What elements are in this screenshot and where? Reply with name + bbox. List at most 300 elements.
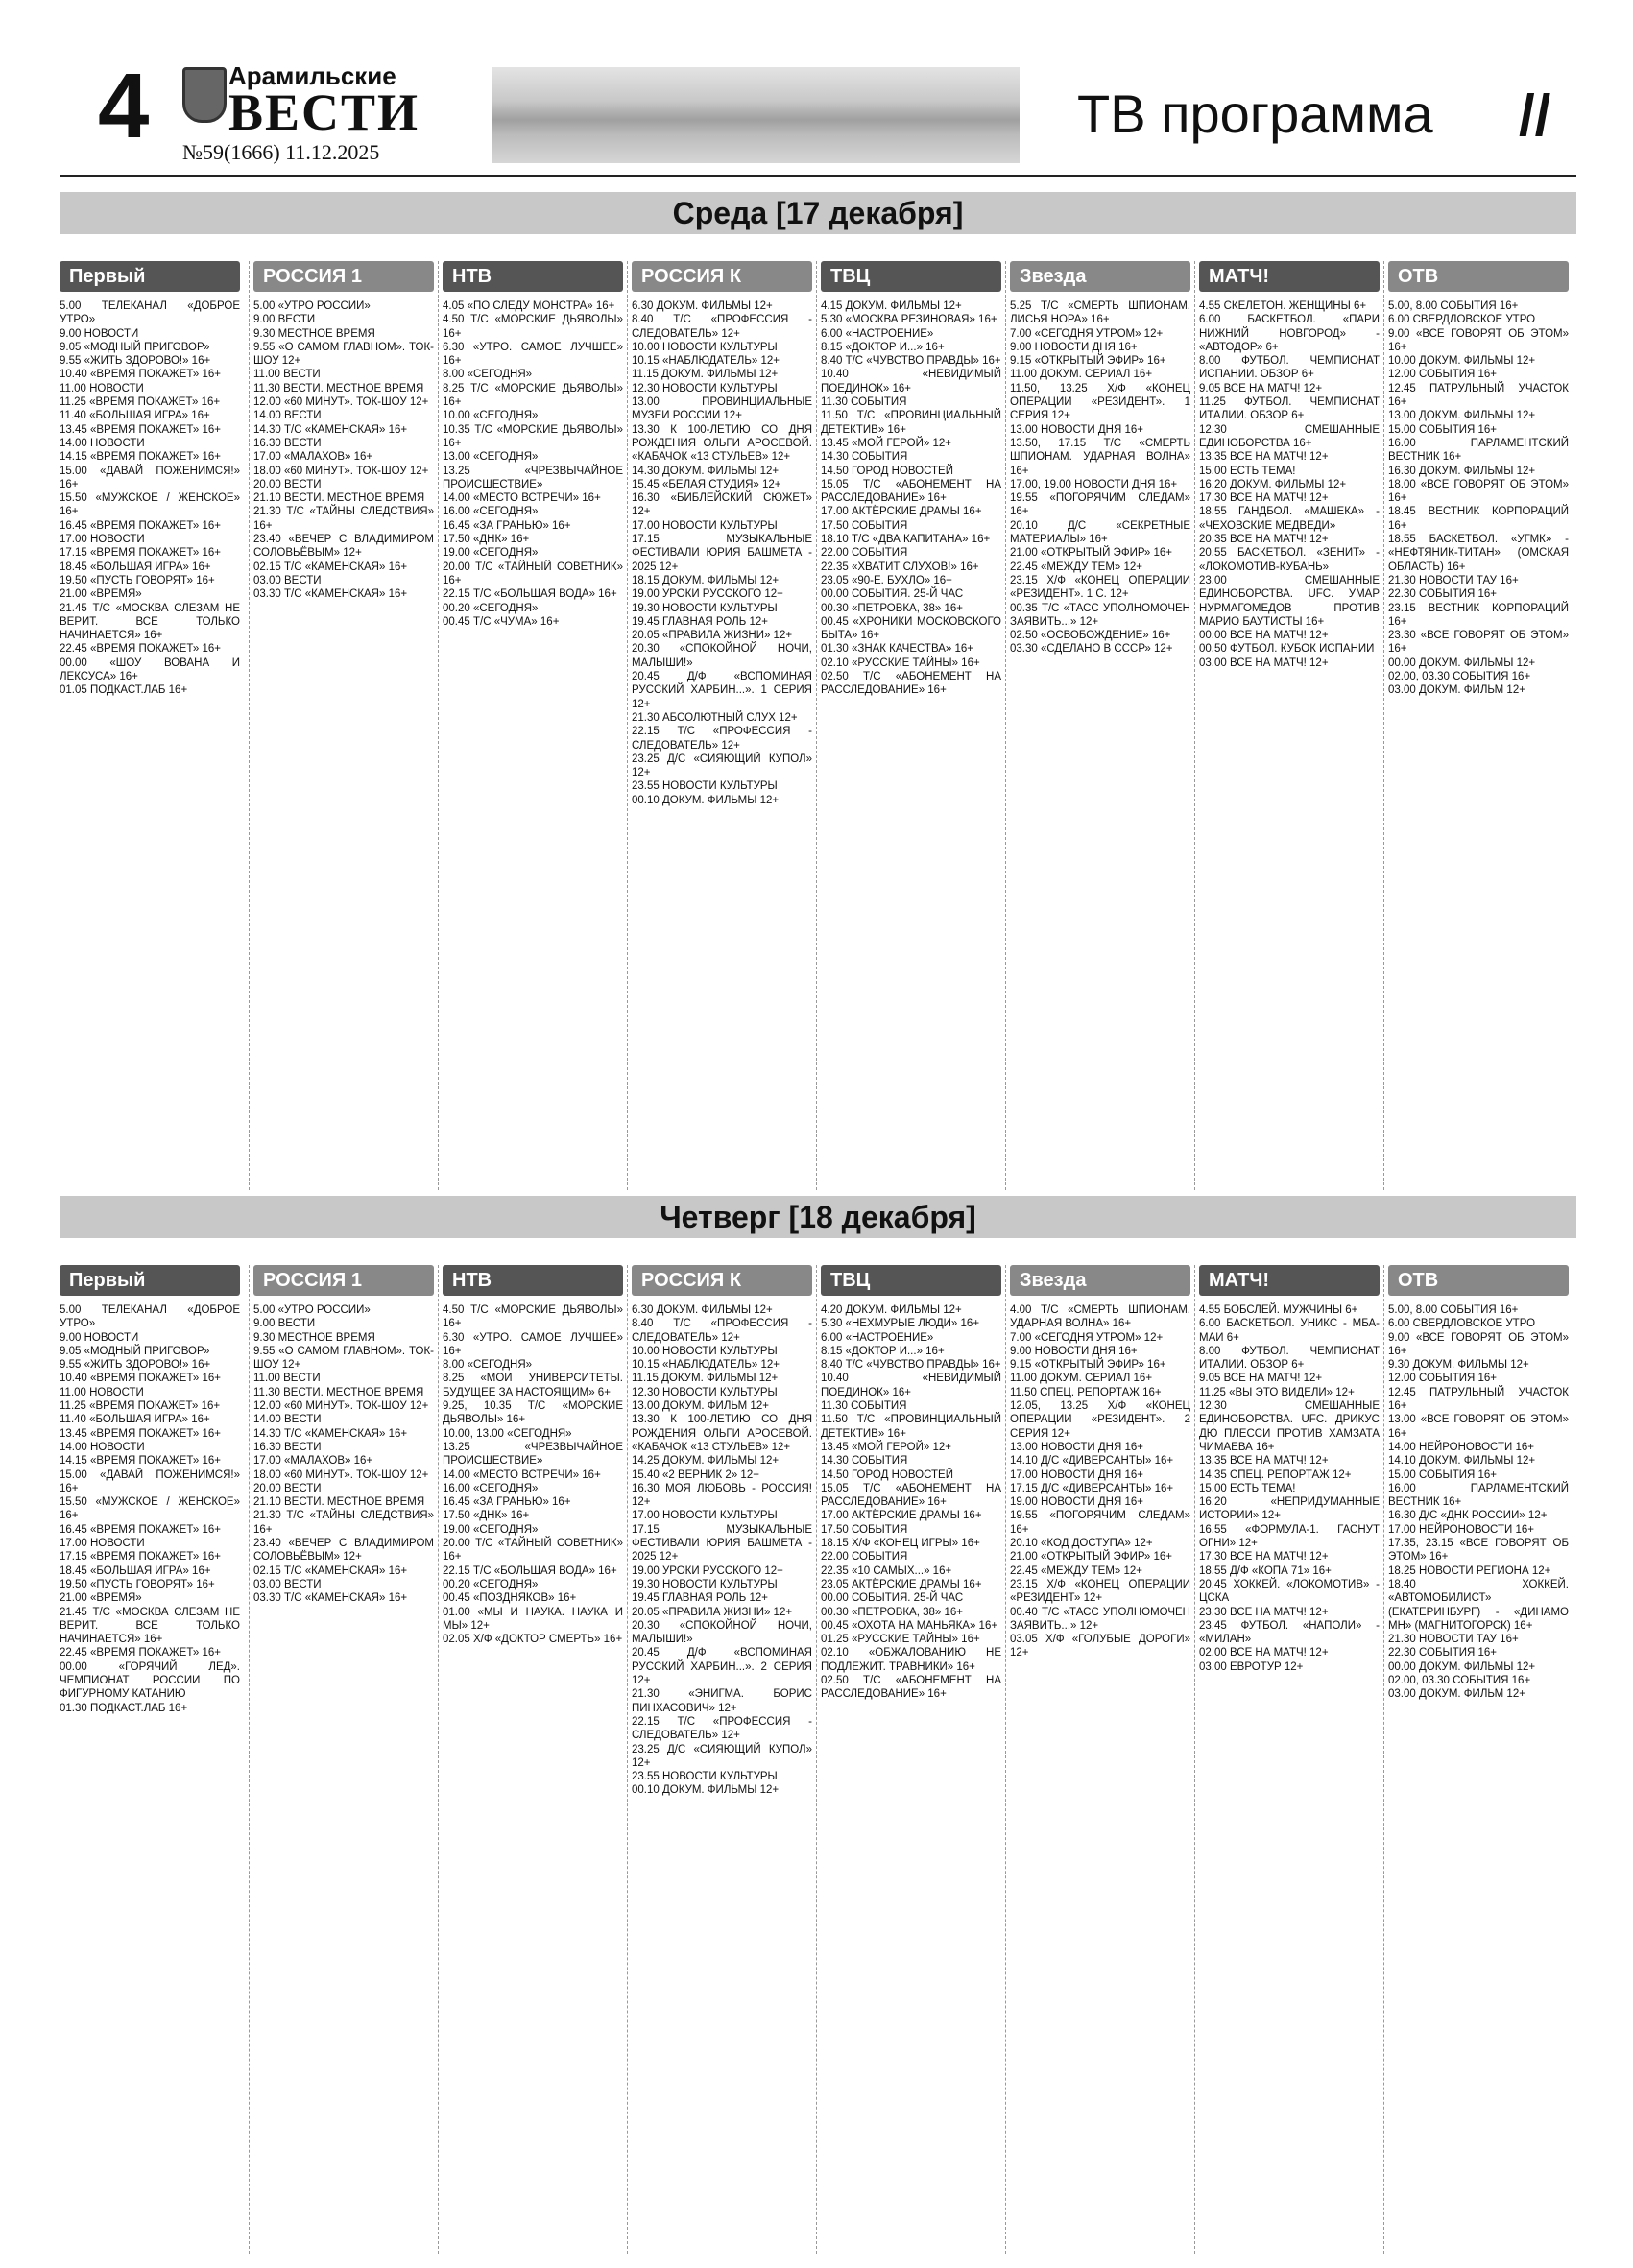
program-entry: 6.00 «НАСТРОЕНИЕ» [821,1331,934,1344]
program-entry: 16.45 «ЗА ГРАНЬЮ» 16+ [443,519,571,532]
program-entry: 14.50 ГОРОД НОВОСТЕЙ [821,1468,953,1481]
program-entry: 16.45 «ВРЕМЯ ПОКАЖЕТ» 16+ [60,1523,221,1536]
program-entry: 00.30 «ПЕТРОВКА, 38» 16+ [821,1606,964,1618]
program-entry: 13.00 ПРОВИНЦИАЛЬНЫЕ МУЗЕИ РОССИИ 12+ [632,396,812,422]
program-entry: 10.15 «НАБЛЮДАТЕЛЬ» 12+ [632,355,780,368]
program-entry: 12.00 СОБЫТИЯ 16+ [1388,369,1497,381]
program-entry: 13.45 «МОЙ ГЕРОЙ» 12+ [821,1441,951,1453]
program-entry: 12.00 СОБЫТИЯ 16+ [1388,1373,1497,1385]
paper-name-small: Арамильские [228,61,396,90]
program-entry: 11.25 «ВРЕМЯ ПОКАЖЕТ» 16+ [60,1400,221,1413]
program-entry: 19.00 «СЕГОДНЯ» [443,547,539,560]
program-entry: 01.00 «МЫ И НАУКА. НАУКА И МЫ» 12+ [443,1606,623,1632]
program-entry: 19.30 НОВОСТИ КУЛЬТУРЫ [632,1578,778,1590]
program-entry: 9.05 «МОДНЫЙ ПРИГОВОР» [60,341,210,353]
program-entry: 17.15 «ВРЕМЯ ПОКАЖЕТ» 16+ [60,1551,221,1564]
program-entry: 17.15 Д/С «ДИВЕРСАНТЫ» 16+ [1010,1482,1174,1494]
program-entry: 8.25 Т/С «МОРСКИЕ ДЬЯВОЛЫ» 16+ [443,382,623,409]
program-entry: 18.15 ДОКУМ. ФИЛЬМЫ 12+ [632,574,780,586]
program-entry: 20.05 «ПРАВИЛА ЖИЗНИ» 12+ [632,1606,793,1618]
program-entry: 8.00 ФУТБОЛ. ЧЕМПИОНАТ ИТАЛИИ. ОБЗОР 6+ [1199,1345,1380,1372]
program-entry: 11.25 «ВРЕМЯ ПОКАЖЕТ» 16+ [60,396,221,409]
program-entry: 23.30 «ВСЕ ГОВОРЯТ ОБ ЭТОМ» 16+ [1388,630,1569,656]
channel-name: НТВ [443,261,623,292]
program-entry: 03.00 ДОКУМ. ФИЛЬМ 12+ [1388,1688,1525,1701]
program-entry: 10.40 «ВРЕМЯ ПОКАЖЕТ» 16+ [60,1373,221,1385]
program-entry: 16.30 «БИБЛЕЙСКИЙ СЮЖЕТ» 12+ [632,492,812,518]
program-entry: 11.00 НОВОСТИ [60,382,144,394]
program-entry: 14.00 НОВОСТИ [60,437,145,449]
program-entry: 21.00 «ОТКРЫТЫЙ ЭФИР» 16+ [1010,1551,1172,1564]
program-entry: 00.45 «ОХОТА НА МАНЬЯКА» 16+ [821,1619,998,1632]
channel-name: ОТВ [1388,1265,1569,1296]
program-entry: 15.45 «БЕЛАЯ СТУДИЯ» 12+ [632,478,781,490]
program-entry: 03.00 ВЕСТИ [253,1578,322,1590]
program-entry: 23.40 «ВЕЧЕР С ВЛАДИМИРОМ СОЛОВЬЁВЫМ» 12+ [253,1538,434,1564]
program-entry: 11.00 ВЕСТИ [253,369,321,381]
program-entry: 9.00 ВЕСТИ [253,314,316,326]
program-entry: 13.00 ДОКУМ. ФИЛЬМЫ 12+ [1388,410,1536,422]
program-entry: 23.15 ВЕСТНИК КОРПОРАЦИЙ 16+ [1388,602,1569,628]
program-entry: 21.30 Т/С «ТАЙНЫ СЛЕДСТВИЯ» 16+ [253,506,434,532]
program-entry: 13.25 «ЧРЕЗВЫЧАЙНОЕ ПРОИСШЕСТВИЕ» [443,465,623,490]
program-entry: 5.25 Т/С «СМЕРТЬ ШПИОНАМ. ЛИСЬЯ НОРА» 16+ [1010,300,1190,326]
program-entry: 12.30 НОВОСТИ КУЛЬТУРЫ [632,1386,778,1398]
program-entry: 23.00 СМЕШАННЫЕ ЕДИНОБОРСТВА. UFC. УМАР НУРМАГОМЕДОВ ПРОТИВ МАРИО БАУТИСТЫ 16+ [1199,574,1380,628]
program-entry: 16.45 «ЗА ГРАНЬЮ» 16+ [443,1496,571,1509]
program-entry: 22.30 СОБЫТИЯ 16+ [1388,1647,1497,1659]
program-entry: 14.30 СОБЫТИЯ [821,1455,908,1468]
program-entry: 23.05 АКТЁРСКИЕ ДРАМЫ 16+ [821,1578,982,1590]
day-title: Среда [17 декабря] [60,192,1576,234]
program-entry: 18.10 Т/С «ДВА КАПИТАНА» 16+ [821,534,991,546]
channel-name: ТВЦ [821,261,1001,292]
program-entry: 21.30 НОВОСТИ ТАУ 16+ [1388,1634,1519,1646]
program-entry: 4.55 СКЕЛЕТОН. ЖЕНЩИНЫ 6+ [1199,300,1367,312]
program-entry: 17.30 ВСЕ НА МАТЧ! 12+ [1199,1551,1329,1564]
program-entry: 02.00, 03.30 СОБЫТИЯ 16+ [1388,671,1531,683]
channel-name: ОТВ [1388,261,1569,292]
program-entry: 4.55 БОБСЛЕЙ. МУЖЧИНЫ 6+ [1199,1304,1358,1316]
program-entry: 10.35 Т/С «МОРСКИЕ ДЬЯВОЛЫ» 16+ [443,423,623,449]
program-entry: 13.45 «МОЙ ГЕРОЙ» 12+ [821,437,951,449]
program-entry: 18.45 «БОЛЬШАЯ ИГРА» 16+ [60,1564,211,1577]
program-entry: 23.15 Х/Ф «КОНЕЦ ОПЕРАЦИИ «РЕЗИДЕНТ» 12+ [1010,1578,1190,1605]
city-panorama-image [492,67,1020,163]
program-entry: 16.20 «НЕПРИДУМАННЫЕ ИСТОРИИ» 12+ [1199,1496,1380,1522]
program-entry: 20.30 «СПОКОЙНОЙ НОЧИ, МАЛЫШИ!» [632,1619,812,1646]
program-entry: 12.30 СМЕШАННЫЕ ЕДИНОБОРСТВА. UFC. ДРИКУС ДЮ ПЛЕССИ ПРОТИВ ХАМЗАТА ЧИМАЕВА 16+ [1199,1400,1380,1453]
program-entry: 20.45 Д/Ф «ВСПОМИНАЯ РУССКИЙ ХАРБИН...». 2 СЕРИЯ 12+ [632,1647,812,1687]
program-entry: 9.05 ВСЕ НА МАТЧ! 12+ [1199,382,1323,394]
program-entry: 20.10 Д/С «СЕКРЕТНЫЕ МАТЕРИАЛЫ» 16+ [1010,519,1190,546]
page-header [60,54,1576,177]
program-entry: 23.25 Д/С «СИЯЮЩИЙ КУПОЛ» 12+ [632,752,812,779]
program-entry: 11.15 ДОКУМ. ФИЛЬМЫ 12+ [632,369,779,381]
program-entry: 00.40 Т/С «ТАСС УПОЛНОМОЧЕН ЗАЯВИТЬ...» 12+ [1010,1606,1190,1632]
program-entry: 17.30 ВСЕ НА МАТЧ! 12+ [1199,492,1329,505]
program-entry: 20.10 «КОД ДОСТУПА» 12+ [1010,1538,1153,1550]
program-entry: 13.30 К 100-ЛЕТИЮ СО ДНЯ РОЖДЕНИЯ ОЛЬГИ АРОСЕВОЙ. «КАБАЧОК «13 СТУЛЬЕВ» 12+ [632,423,812,464]
program-entry: 18.15 Х/Ф «КОНЕЦ ИГРЫ» 16+ [821,1538,980,1550]
program-entry: 16.00 ПАРЛАМЕНТСКИЙ ВЕСТНИК 16+ [1388,1482,1569,1509]
program-entry: 8.15 «ДОКТОР И...» 16+ [821,1345,945,1357]
program-entry: 15.00 «ДАВАЙ ПОЖЕНИМСЯ!» 16+ [60,465,240,490]
program-entry: 19.30 НОВОСТИ КУЛЬТУРЫ [632,602,778,614]
program-entry: 00.00 ВСЕ НА МАТЧ! 12+ [1199,630,1329,642]
program-entry: 16.45 «ВРЕМЯ ПОКАЖЕТ» 16+ [60,519,221,532]
program-entry: 20.35 ВСЕ НА МАТЧ! 12+ [1199,534,1329,546]
program-entry: 9.05 ВСЕ НА МАТЧ! 12+ [1199,1373,1323,1385]
program-entry: 22.15 Т/С «БОЛЬШАЯ ВОДА» 16+ [443,588,617,601]
program-entry: 14.30 СОБЫТИЯ [821,451,908,464]
program-entry: 16.00 «СЕГОДНЯ» [443,506,539,518]
program-entry: 9.30 МЕСТНОЕ ВРЕМЯ [253,327,375,340]
program-entry: 18.45 «БОЛЬШАЯ ИГРА» 16+ [60,561,211,573]
program-entry: 21.00 «ОТКРЫТЫЙ ЭФИР» 16+ [1010,547,1172,560]
program-entry: 21.30 Т/С «ТАЙНЫ СЛЕДСТВИЯ» 16+ [253,1510,434,1536]
program-entry: 15.00 ЕСТЬ ТЕМА! [1199,465,1296,477]
program-entry: 9.00 «ВСЕ ГОВОРЯТ ОБ ЭТОМ» 16+ [1388,327,1569,353]
program-entry: 10.00 НОВОСТИ КУЛЬТУРЫ [632,341,778,353]
program-entry: 11.15 ДОКУМ. ФИЛЬМЫ 12+ [632,1373,779,1385]
program-entry: 6.30 ДОКУМ. ФИЛЬМЫ 12+ [632,1304,773,1316]
program-entry: 21.00 «ВРЕМЯ» [60,1592,142,1605]
program-entry: 19.45 ГЛАВНАЯ РОЛЬ 12+ [632,1592,768,1605]
program-entry: 12.45 ПАТРУЛЬНЫЙ УЧАСТОК 16+ [1388,382,1569,409]
program-entry: 5.30 «НЕХМУРЫЕ ЛЮДИ» 16+ [821,1318,980,1330]
program-entry: 11.30 ВЕСТИ. МЕСТНОЕ ВРЕМЯ [253,1386,424,1398]
program-entry: 10.40 «НЕВИДИМЫЙ ПОЕДИНОК» 16+ [821,369,1001,394]
program-entry: 18.00 «ВСЕ ГОВОРЯТ ОБ ЭТОМ» 16+ [1388,478,1569,505]
program-entry: 6.30 «УТРО. САМОЕ ЛУЧШЕЕ» 16+ [443,341,623,368]
channel-column [816,261,1001,1190]
program-entry: 18.00 «60 МИНУТ». ТОК-ШОУ 12+ [253,1468,429,1481]
program-entry: 14.10 Д/С «ДИВЕРСАНТЫ» 16+ [1010,1455,1174,1468]
program-entry: 18.40 ХОККЕЙ. «АВТОМОБИЛИСТ» (ЕКАТЕРИНБУРГ) - «ДИНАМО МН» (МАГНИТОГОРСК) 16+ [1388,1578,1569,1632]
coat-of-arms-icon [182,67,227,123]
program-entry: 22.45 «ВРЕМЯ ПОКАЖЕТ» 16+ [60,643,221,656]
program-entry: 9.15 «ОТКРЫТЫЙ ЭФИР» 16+ [1010,355,1166,368]
channel-name: ТВЦ [821,1265,1001,1296]
program-entry: 00.45 Т/С «ЧУМА» 16+ [443,615,560,628]
program-entry: 00.35 Т/С «ТАСС УПОЛНОМОЧЕН ЗАЯВИТЬ...» 12+ [1010,602,1190,628]
channel-column [627,1265,812,2254]
program-entry: 21.10 ВЕСТИ. МЕСТНОЕ ВРЕМЯ [253,1496,425,1509]
program-entry: 22.15 Т/С «ПРОФЕССИЯ - СЛЕДОВАТЕЛЬ» 12+ [632,1715,812,1742]
program-entry: 03.00 ДОКУМ. ФИЛЬМ 12+ [1388,684,1525,697]
program-entry: 10.00, 13.00 «СЕГОДНЯ» [443,1427,572,1440]
program-entry: 17.00 НЕЙРОНОВОСТИ 16+ [1388,1523,1534,1536]
program-entry: 19.00 УРОКИ РУССКОГО 12+ [632,588,783,601]
program-entry: 9.00 НОВОСТИ [60,1331,139,1344]
program-entry: 17.15 «ВРЕМЯ ПОКАЖЕТ» 16+ [60,547,221,560]
program-entry: 12.05, 13.25 Х/Ф «КОНЕЦ ОПЕРАЦИИ «РЕЗИДЕНТ». 2 СЕРИЯ 12+ [1010,1400,1190,1440]
program-entry: 11.30 СОБЫТИЯ [821,1400,907,1413]
program-entry: 11.25 «ВЫ ЭТО ВИДЕЛИ» 12+ [1199,1386,1355,1398]
program-entry: 20.00 ВЕСТИ [253,478,322,490]
program-entry: 11.40 «БОЛЬШАЯ ИГРА» 16+ [60,410,210,422]
program-entry: 10.00 «СЕГОДНЯ» [443,410,539,422]
program-entry: 02.15 Т/С «КАМЕНСКАЯ» 16+ [253,1564,408,1577]
program-entry: 20.00 ВЕСТИ [253,1482,322,1494]
program-entry: 9.30 МЕСТНОЕ ВРЕМЯ [253,1331,375,1344]
program-entry: 11.40 «БОЛЬШАЯ ИГРА» 16+ [60,1414,210,1426]
program-entry: 7.00 «СЕГОДНЯ УТРОМ» 12+ [1010,1331,1164,1344]
program-entry: 8.40 Т/С «ПРОФЕССИЯ - СЛЕДОВАТЕЛЬ» 12+ [632,314,812,340]
channel-name: РОССИЯ 1 [253,1265,434,1296]
program-entry: 8.40 Т/С «ЧУВСТВО ПРАВДЫ» 16+ [821,1359,1001,1372]
program-entry: 6.00 «НАСТРОЕНИЕ» [821,327,934,340]
program-entry: 4.15 ДОКУМ. ФИЛЬМЫ 12+ [821,300,962,312]
program-entry: 18.45 ВЕСТНИК КОРПОРАЦИЙ 16+ [1388,506,1569,532]
program-entry: 21.30 «ЭНИГМА. БОРИС ПИНХАСОВИЧ» 12+ [632,1688,812,1714]
program-entry: 9.55 «ЖИТЬ ЗДОРОВО!» 16+ [60,1359,211,1372]
program-entry: 14.00 НОВОСТИ [60,1441,145,1453]
program-entry: 01.30 ПОДКАСТ.ЛАБ 16+ [60,1702,188,1714]
program-entry: 6.00 БАСКЕТБОЛ. УНИКС - МБА-МАИ 6+ [1199,1318,1380,1344]
channel-column [249,261,434,1190]
program-entry: 01.05 ПОДКАСТ.ЛАБ 16+ [60,684,188,697]
program-entry: 16.00 «СЕГОДНЯ» [443,1482,539,1494]
program-entry: 18.00 «60 МИНУТ». ТОК-ШОУ 12+ [253,465,429,477]
program-entry: 22.00 СОБЫТИЯ [821,1551,908,1564]
program-entry: 4.50 Т/С «МОРСКИЕ ДЬЯВОЛЫ» 16+ [443,314,623,340]
program-entry: 20.55 БАСКЕТБОЛ. «ЗЕНИТ» - «ЛОКОМОТИВ-КУБАНЬ» [1199,547,1380,573]
program-entry: 8.40 Т/С «ЧУВСТВО ПРАВДЫ» 16+ [821,355,1001,368]
program-entry: 16.30 Д/С «ДНК РОССИИ» 12+ [1388,1510,1548,1522]
program-entry: 12.00 «60 МИНУТ». ТОК-ШОУ 12+ [253,396,429,409]
channel-name: Звезда [1010,261,1190,292]
program-entry: 16.30 МОЯ ЛЮБОВЬ - РОССИЯ! 12+ [632,1482,812,1509]
program-entry: 20.05 «ПРАВИЛА ЖИЗНИ» 12+ [632,630,793,642]
program-entry: 03.05 Х/Ф «ГОЛУБЫЕ ДОРОГИ» 12+ [1010,1634,1190,1659]
newspaper-logo [182,61,470,141]
program-entry: 6.30 ДОКУМ. ФИЛЬМЫ 12+ [632,300,773,312]
program-entry: 23.55 НОВОСТИ КУЛЬТУРЫ [632,1771,778,1783]
program-entry: 15.40 «2 ВЕРНИК 2» 12+ [632,1468,759,1481]
program-entry: 17.00 НОВОСТИ [60,534,145,546]
program-entry: 17.00 АКТЁРСКИЕ ДРАМЫ 16+ [821,1510,982,1522]
program-entry: 14.50 ГОРОД НОВОСТЕЙ [821,465,953,477]
program-entry: 17.00 «МАЛАХОВ» 16+ [253,1455,373,1468]
page-number: 4 [98,55,150,157]
program-entry: 6.00 СВЕРДЛОВСКОЕ УТРО [1388,314,1536,326]
program-entry: 23.15 Х/Ф «КОНЕЦ ОПЕРАЦИИ «РЕЗИДЕНТ». 1 С. 12+ [1010,574,1190,601]
program-entry: 19.45 ГЛАВНАЯ РОЛЬ 12+ [632,615,768,628]
program-entry: 11.50 Т/С «ПРОВИНЦИАЛЬНЫЙ ДЕТЕКТИВ» 16+ [821,410,1001,436]
program-entry: 00.20 «СЕГОДНЯ» [443,602,539,614]
program-entry: 13.00 НОВОСТИ ДНЯ 16+ [1010,423,1143,436]
program-entry: 15.50 «МУЖСКОЕ / ЖЕНСКОЕ» 16+ [60,1496,240,1522]
program-entry: 9.15 «ОТКРЫТЫЙ ЭФИР» 16+ [1010,1359,1166,1372]
program-entry: 01.30 «ЗНАК КАЧЕСТВА» 16+ [821,643,973,656]
program-entry: 5.00 «УТРО РОССИИ» [253,300,371,312]
program-entry: 9.00 НОВОСТИ [60,327,139,340]
channel-column [438,1265,623,2254]
program-entry: 13.35 ВСЕ НА МАТЧ! 12+ [1199,451,1329,464]
program-entry: 7.00 «СЕГОДНЯ УТРОМ» 12+ [1010,327,1164,340]
program-entry: 03.30 Т/С «КАМЕНСКАЯ» 16+ [253,1592,408,1605]
channel-column [1194,261,1380,1190]
program-entry: 23.25 Д/С «СИЯЮЩИЙ КУПОЛ» 12+ [632,1743,812,1769]
program-entry: 9.00 «ВСЕ ГОВОРЯТ ОБ ЭТОМ» 16+ [1388,1331,1569,1357]
program-entry: 15.00 СОБЫТИЯ 16+ [1388,1468,1497,1481]
program-entry: 10.00 ДОКУМ. ФИЛЬМЫ 12+ [1388,355,1536,368]
program-entry: 10.40 «НЕВИДИМЫЙ ПОЕДИНОК» 16+ [821,1373,1001,1398]
program-entry: 22.45 «ВРЕМЯ ПОКАЖЕТ» 16+ [60,1647,221,1659]
program-entry: 16.55 «ФОРМУЛА-1. ГАСНУТ ОГНИ» 12+ [1199,1523,1380,1550]
program-entry: 23.05 «90-Е. БУХЛО» 16+ [821,574,952,586]
program-entry: 6.00 БАСКЕТБОЛ. «ПАРИ НИЖНИЙ НОВГОРОД» - «АВТОДОР» 6+ [1199,314,1380,353]
program-entry: 17.15 МУЗЫКАЛЬНЫЕ ФЕСТИВАЛИ ЮРИЯ БАШМЕТА - 2025 12+ [632,1523,812,1564]
program-entry: 17.00 АКТЁРСКИЕ ДРАМЫ 16+ [821,506,982,518]
program-entry: 9.55 «О САМОМ ГЛАВНОМ». ТОК-ШОУ 12+ [253,341,434,368]
program-entry: 13.25 «ЧРЕЗВЫЧАЙНОЕ ПРОИСШЕСТВИЕ» [443,1441,623,1468]
program-entry: 22.00 СОБЫТИЯ [821,547,908,560]
program-entry: 5.00 «УТРО РОССИИ» [253,1304,371,1316]
program-entry: 19.00 УРОКИ РУССКОГО 12+ [632,1564,783,1577]
program-entry: 21.30 НОВОСТИ ТАУ 16+ [1388,574,1519,586]
program-entry: 11.00 ДОКУМ. СЕРИАЛ 16+ [1010,1373,1153,1385]
program-entry: 11.00 НОВОСТИ [60,1386,144,1398]
program-entry: 13.45 «ВРЕМЯ ПОКАЖЕТ» 16+ [60,423,221,436]
channel-column [1005,1265,1190,2254]
program-entry: 22.15 Т/С «ПРОФЕССИЯ - СЛЕДОВАТЕЛЬ» 12+ [632,726,812,752]
program-entry: 02.15 Т/С «КАМЕНСКАЯ» 16+ [253,561,408,573]
program-entry: 02.10 «ОБЖАЛОВАНИЮ НЕ ПОДЛЕЖИТ. ТРАВНИКИ» 16+ [821,1647,1001,1673]
program-entry: 01.25 «РУССКИЕ ТАЙНЫ» 16+ [821,1634,980,1646]
program-entry: 12.00 «60 МИНУТ». ТОК-ШОУ 12+ [253,1400,429,1413]
program-entry: 19.55 «ПОГОРЯЧИМ СЛЕДАМ» 16+ [1010,1510,1190,1536]
program-entry: 02.50 «ОСВОБОЖДЕНИЕ» 16+ [1010,630,1171,642]
channel-column [1383,261,1569,1190]
program-entry: 03.00 ВЕСТИ [253,574,322,586]
program-entry: 21.45 Т/С «МОСКВА СЛЕЗАМ НЕ ВЕРИТ. ВСЕ ТОЛЬКО НАЧИНАЕТСЯ» 16+ [60,1606,240,1646]
program-entry: 13.30 К 100-ЛЕТИЮ СО ДНЯ РОЖДЕНИЯ ОЛЬГИ АРОСЕВОЙ. «КАБАЧОК «13 СТУЛЬЕВ» 12+ [632,1414,812,1453]
channel-column [1383,1265,1569,2254]
program-entry: 20.00 Т/С «ТАЙНЫЙ СОВЕТНИК» 16+ [443,561,623,586]
program-entry: 9.55 «О САМОМ ГЛАВНОМ». ТОК-ШОУ 12+ [253,1345,434,1372]
program-entry: 6.30 «УТРО. САМОЕ ЛУЧШЕЕ» 16+ [443,1331,623,1357]
channel-column [627,261,812,1190]
program-entry: 02.00, 03.30 СОБЫТИЯ 16+ [1388,1675,1531,1687]
program-entry: 17.00, 19.00 НОВОСТИ ДНЯ 16+ [1010,478,1178,490]
program-entry: 22.35 «10 САМЫХ...» 16+ [821,1564,952,1577]
program-entry: 18.55 БАСКЕТБОЛ. «УГМК» - «НЕФТЯНИК-ТИТАН» (ОМСКАЯ ОБЛАСТЬ) 16+ [1388,534,1569,573]
program-entry: 14.15 «ВРЕМЯ ПОКАЖЕТ» 16+ [60,1455,221,1468]
program-entry: 20.00 Т/С «ТАЙНЫЙ СОВЕТНИК» 16+ [443,1538,623,1564]
program-entry: 10.40 «ВРЕМЯ ПОКАЖЕТ» 16+ [60,369,221,381]
program-entry: 14.30 Т/С «КАМЕНСКАЯ» 16+ [253,1427,408,1440]
program-entry: 11.50 Т/С «ПРОВИНЦИАЛЬНЫЙ ДЕТЕКТИВ» 16+ [821,1414,1001,1440]
program-entry: 15.00 «ДАВАЙ ПОЖЕНИМСЯ!» 16+ [60,1468,240,1494]
program-entry: 15.00 ЕСТЬ ТЕМА! [1199,1482,1296,1494]
program-entry: 10.15 «НАБЛЮДАТЕЛЬ» 12+ [632,1359,780,1372]
program-entry: 23.30 ВСЕ НА МАТЧ! 12+ [1199,1606,1329,1618]
issue-info: №59(1666) 11.12.2025 [182,140,380,164]
program-entry: 9.00 ВЕСТИ [253,1318,316,1330]
channel-name: НТВ [443,1265,623,1296]
program-entry: 19.00 «СЕГОДНЯ» [443,1523,539,1536]
program-entry: 02.00 ВСЕ НА МАТЧ! 12+ [1199,1647,1329,1659]
program-entry: 8.15 «ДОКТОР И...» 16+ [821,341,945,353]
program-entry: 00.00 «ГОРЯЧИЙ ЛЕД». ЧЕМПИОНАТ РОССИИ ПО ФИГУРНОМУ КАТАНИЮ [60,1660,240,1701]
channel-name: Первый [60,261,240,292]
program-entry: 17.50 «ДНК» 16+ [443,534,530,546]
program-entry: 00.10 ДОКУМ. ФИЛЬМЫ 12+ [632,1784,780,1797]
channel-column [60,1265,240,2254]
program-entry: 13.00 ДОКУМ. ФИЛЬМ 12+ [632,1400,769,1413]
program-entry: 19.00 НОВОСТИ ДНЯ 16+ [1010,1496,1143,1509]
program-entry: 9.30 ДОКУМ. ФИЛЬМЫ 12+ [1388,1359,1529,1372]
channel-column [816,1265,1001,2254]
program-entry: 19.50 «ПУСТЬ ГОВОРЯТ» 16+ [60,574,215,586]
program-entry: 13.00 НОВОСТИ ДНЯ 16+ [1010,1441,1143,1453]
program-entry: 19.50 «ПУСТЬ ГОВОРЯТ» 16+ [60,1578,215,1590]
program-entry: 00.00 ДОКУМ. ФИЛЬМЫ 12+ [1388,657,1536,669]
program-entry: 16.00 ПАРЛАМЕНТСКИЙ ВЕСТНИК 16+ [1388,437,1569,464]
program-entry: 17.50 СОБЫТИЯ [821,1523,908,1536]
program-entry: 14.00 ВЕСТИ [253,410,322,422]
program-entry: 15.00 СОБЫТИЯ 16+ [1388,423,1497,436]
program-entry: 13.45 «ВРЕМЯ ПОКАЖЕТ» 16+ [60,1427,221,1440]
program-entry: 11.50, 13.25 Х/Ф «КОНЕЦ ОПЕРАЦИИ «РЕЗИДЕНТ». 1 СЕРИЯ 12+ [1010,382,1190,422]
program-entry: 13.50, 17.15 Т/С «СМЕРТЬ ШПИОНАМ. УДАРНАЯ ВОЛНА» 16+ [1010,437,1190,477]
program-entry: 14.00 «МЕСТО ВСТРЕЧИ» 16+ [443,492,601,505]
program-entry: 5.00, 8.00 СОБЫТИЯ 16+ [1388,300,1519,312]
program-entry: 17.00 НОВОСТИ [60,1538,145,1550]
schedule-grid [60,261,1576,1190]
program-entry: 17.15 МУЗЫКАЛЬНЫЕ ФЕСТИВАЛИ ЮРИЯ БАШМЕТА - 2025 12+ [632,534,812,573]
program-entry: 02.10 «РУССКИЕ ТАЙНЫ» 16+ [821,657,980,669]
program-entry: 11.00 ДОКУМ. СЕРИАЛ 16+ [1010,369,1153,381]
program-entry: 17.50 «ДНК» 16+ [443,1510,530,1522]
channel-column [1005,261,1190,1190]
program-entry: 8.00 «СЕГОДНЯ» [443,1359,533,1372]
program-entry: 00.45 «ПОЗДНЯКОВ» 16+ [443,1592,577,1605]
program-entry: 5.00 ТЕЛЕКАНАЛ «ДОБРОЕ УТРО» [60,300,240,326]
program-entry: 16.20 ДОКУМ. ФИЛЬМЫ 12+ [1199,478,1347,490]
channel-name: МАТЧ! [1199,261,1380,292]
program-entry: 9.05 «МОДНЫЙ ПРИГОВОР» [60,1345,210,1357]
program-entry: 12.45 ПАТРУЛЬНЫЙ УЧАСТОК 16+ [1388,1386,1569,1413]
program-entry: 5.00 ТЕЛЕКАНАЛ «ДОБРОЕ УТРО» [60,1304,240,1330]
channel-name: РОССИЯ К [632,1265,812,1296]
program-entry: 00.00 СОБЫТИЯ. 25-Й ЧАС [821,1592,964,1605]
program-entry: 6.00 СВЕРДЛОВСКОЕ УТРО [1388,1318,1536,1330]
program-entry: 03.30 «СДЕЛАНО В СССР» 12+ [1010,643,1173,656]
program-entry: 8.25 «МОИ УНИВЕРСИТЕТЫ. БУДУЩЕЕ ЗА НАСТОЯЩИМ» 6+ [443,1373,623,1398]
program-entry: 11.00 ВЕСТИ [253,1373,321,1385]
program-entry: 14.30 Т/С «КАМЕНСКАЯ» 16+ [253,423,408,436]
program-entry: 17.50 СОБЫТИЯ [821,519,908,532]
program-entry: 02.50 Т/С «АБОНЕМЕНТ НА РАССЛЕДОВАНИЕ» 16+ [821,1675,1001,1701]
program-entry: 13.35 ВСЕ НА МАТЧ! 12+ [1199,1455,1329,1468]
program-entry: 22.35 «ХВАТИТ СЛУХОВ!» 16+ [821,561,979,573]
channel-column [1194,1265,1380,2254]
program-entry: 03.30 Т/С «КАМЕНСКАЯ» 16+ [253,588,408,601]
program-entry: 12.30 НОВОСТИ КУЛЬТУРЫ [632,382,778,394]
program-entry: 00.00 ДОКУМ. ФИЛЬМЫ 12+ [1388,1660,1536,1673]
channel-name: Звезда [1010,1265,1190,1296]
program-entry: 11.50 СПЕЦ. РЕПОРТАЖ 16+ [1010,1386,1162,1398]
program-entry: 17.00 НОВОСТИ КУЛЬТУРЫ [632,1510,778,1522]
program-entry: 00.00 СОБЫТИЯ. 25-Й ЧАС [821,588,964,601]
program-entry: 00.50 ФУТБОЛ. КУБОК ИСПАНИИ [1199,643,1375,656]
program-entry: 8.40 Т/С «ПРОФЕССИЯ - СЛЕДОВАТЕЛЬ» 12+ [632,1318,812,1344]
program-entry: 5.00, 8.00 СОБЫТИЯ 16+ [1388,1304,1519,1316]
